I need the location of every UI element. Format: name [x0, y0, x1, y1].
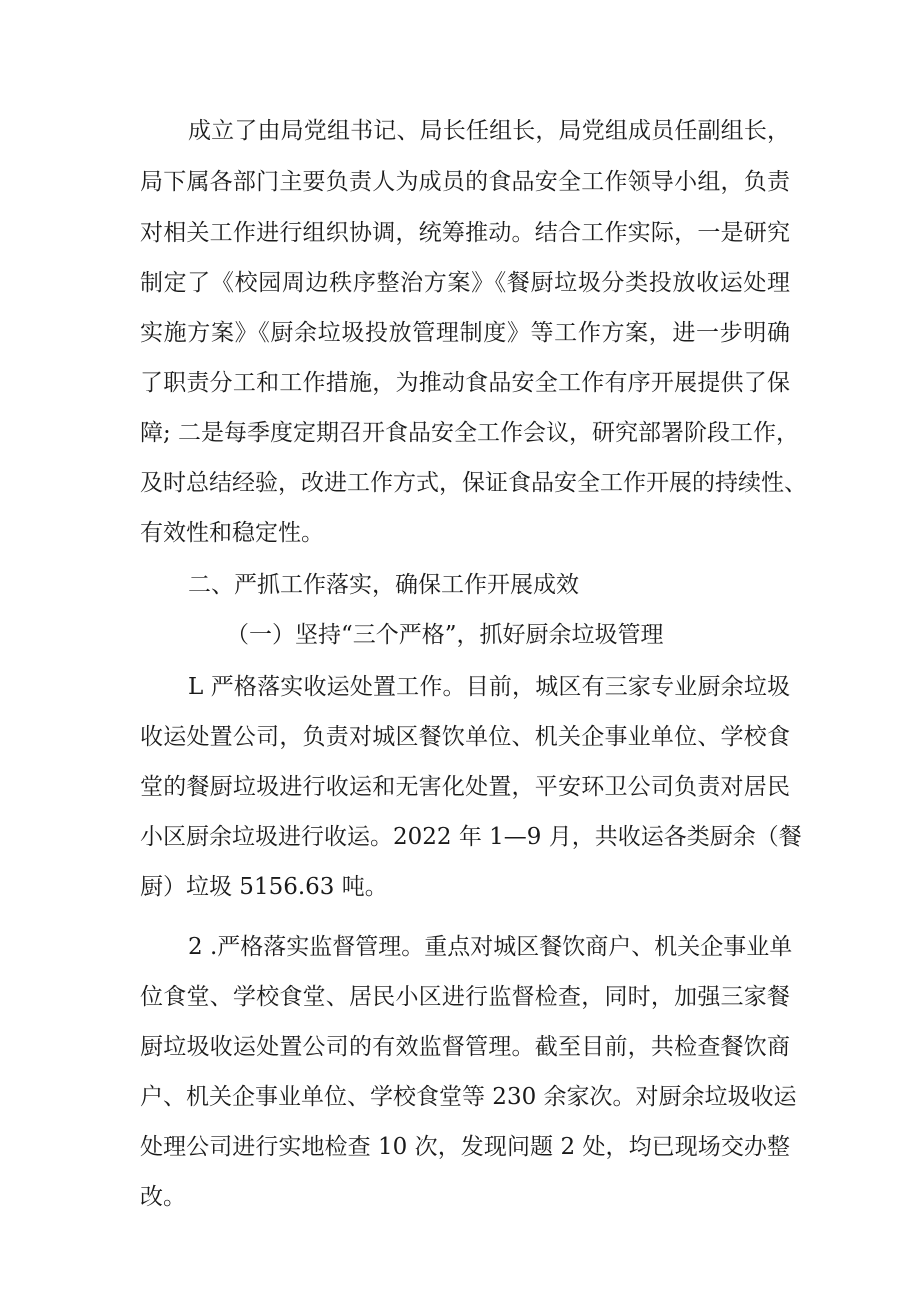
paragraph-2-line-5: 厨）垃圾 5156.63 吨。 — [140, 874, 388, 900]
paragraph-1-line-7: 障; 二是每季度定期召开食品安全工作会议，研究部署阶段工作， — [140, 420, 800, 446]
paragraph-3-line-5: 处理公司进行实地检查 10 次，发现问题 2 处，均已现场交办整 — [140, 1134, 790, 1160]
paragraph-2-line-1: L 严格落实收运处置工作。目前，城区有三家专业厨余垃圾 — [188, 674, 790, 700]
paragraph-3-line-3: 厨垃圾收运处置公司的有效监督管理。截至目前，共检查餐饮商 — [140, 1034, 790, 1060]
paragraph-1-line-9: 有效性和稳定性。 — [140, 520, 324, 546]
section-heading: 二、严抓工作落实，确保工作开展成效 — [188, 572, 579, 598]
paragraph-1-line-4: 制定了《校园周边秩序整治方案》《餐厨垃圾分类投放收运处理 — [140, 270, 790, 296]
paragraph-2-line-3: 堂的餐厨垃圾进行收运和无害化处置，平安环卫公司负责对居民 — [140, 774, 790, 800]
paragraph-1-line-1: 成立了由局党组书记、局长任组长，局党组成员任副组长， — [188, 118, 790, 144]
paragraph-1-line-3: 对相关工作进行组织协调，统筹推动。结合工作实际，一是研究 — [140, 220, 790, 246]
paragraph-3-line-1: 2 .严格落实监督管理。重点对城区餐饮商户、机关企事业单 — [188, 934, 793, 960]
paragraph-3-line-4: 户、机关企事业单位、学校食堂等 230 余家次。对厨余垃圾收运 — [140, 1084, 797, 1110]
paragraph-1-line-2: 局下属各部门主要负责人为成员的食品安全工作领导小组，负责 — [140, 169, 790, 195]
subsection-heading: （一）坚持“三个严格”，抓好厨余垃圾管理 — [226, 622, 664, 648]
paragraph-3-line-6: 改。 — [140, 1184, 186, 1210]
paragraph-2-line-4: 小区厨余垃圾进行收运。2022 年 1—9 月，共收运各类厨余（餐 — [140, 824, 802, 850]
paragraph-1-line-8: 及时总结经验，改进工作方式，保证食品安全工作开展的持续性、 — [140, 470, 807, 496]
paragraph-3-line-2: 位食堂、学校食堂、居民小区进行监督检查，同时，加强三家餐 — [140, 984, 790, 1010]
paragraph-1-line-5: 实施方案》《厨余垃圾投放管理制度》等工作方案，进一步明确 — [140, 320, 790, 346]
paragraph-2-line-2: 收运处置公司，负责对城区餐饮单位、机关企事业单位、学校食 — [140, 724, 790, 750]
paragraph-1-line-6: 了职责分工和工作措施，为推动食品安全工作有序开展提供了保 — [140, 370, 790, 396]
